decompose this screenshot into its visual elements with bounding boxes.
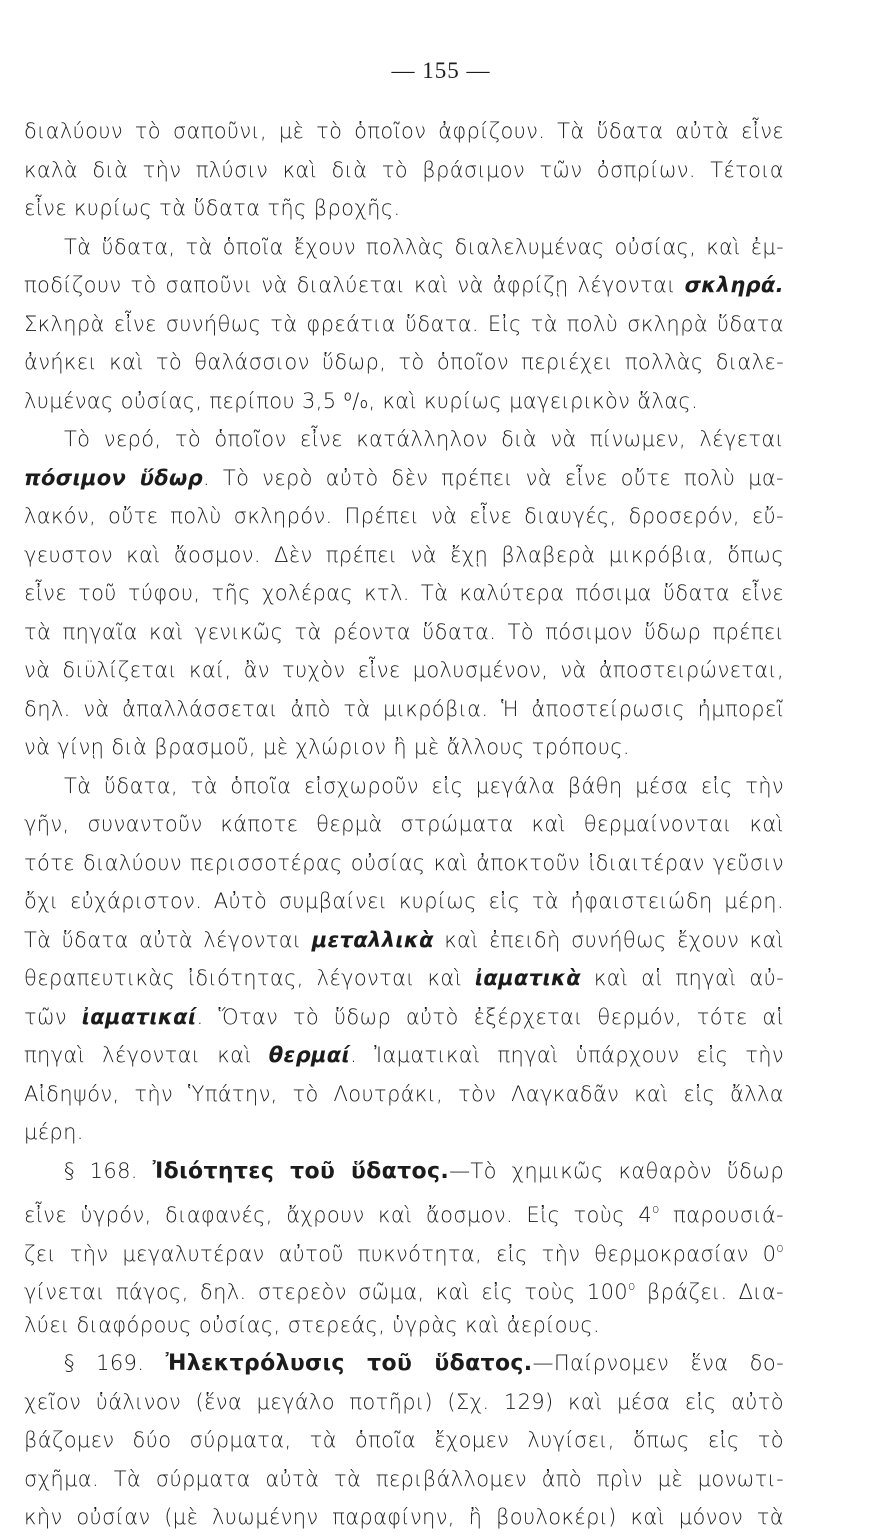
line-text: . Τὸ νερὸ αὐτὸ δὲν πρέπει νὰ εἶνε οὔτε πολὺ μα- (203, 465, 784, 490)
line-text: . Ἰαματικαὶ πηγαὶ ὑπάρχουν εἰς τὴν (350, 1043, 785, 1067)
term-emphasis: ἰαματικαί (81, 1004, 197, 1029)
line-text: ζει τὴν μεγαλυτέραν αὐτοῦ πυκνότητα, εἰς τὴν θερμοκρασίαν 0 (24, 1241, 777, 1266)
text-line (24, 228, 784, 267)
line-text: χεῖον ὑάλινον (ἕνα μεγάλο ποτῆρι) (Σχ. 129) καὶ μέσα εἰς αὐτὸ (24, 1389, 784, 1414)
text-line (24, 921, 784, 960)
line-text: λακόν, οὔτε πολὺ σκληρόν. Πρέπει νὰ εἶνε διαυγές, δροσερόν, εὔ- (24, 504, 784, 528)
text-line (24, 1075, 784, 1114)
line-text: γίνεται πάγος, δηλ. στερεὸν σῶμα, καὶ εἰς τοὺς 100 (24, 1280, 628, 1304)
text-line (24, 1421, 784, 1460)
line-text: εἶνε κυρίως τὰ ὕδατα τῆς βροχῆς. (24, 196, 401, 220)
line-text: δηλ. νὰ ἀπαλλάσσεται ἀπὸ τὰ μικρόβια. Ἡ ἀποστείρωσις ἠμπορεῖ (24, 696, 784, 721)
term-emphasis: θερμαί (268, 1043, 351, 1067)
line-text: μέρη. (24, 1120, 84, 1144)
text-line (24, 189, 784, 228)
line-text: . Ὅταν τὸ ὕδωρ αὐτὸ ἐξέρχεται θερμόν, τότε αἱ (196, 1004, 784, 1029)
text-line (24, 151, 784, 190)
text-line (24, 1190, 784, 1229)
text-line (24, 536, 784, 575)
line-text: νὰ διϋλίζεται καί, ἂν τυχὸν εἶνε μολυσμένον, νὰ ἀποστειρώνεται, (24, 658, 784, 682)
line-text: γευστον καὶ ἄοσμον. Δὲν πρέπει νὰ ἔχῃ βλαβερὰ μικρόβια, ὅπως (24, 542, 784, 567)
line-text: γῆν, συναντοῦν κάποτε θερμὰ στρώματα καὶ θερμαίνονται καὶ (24, 812, 784, 836)
line-text: καὶ ἐπειδὴ συνήθως ἔχουν καὶ (433, 927, 784, 952)
section-169-line (24, 1344, 784, 1383)
line-text: θεραπευτικὰς ἰδιότητας, λέγονται καὶ (24, 966, 475, 990)
degree-mark: ο (628, 1279, 636, 1293)
line-text: Τὰ ὕδατα, τὰ ὁποῖα εἰσχωροῦν εἰς μεγάλα βάθη μέσα εἰς τὴν (64, 773, 784, 798)
text-line (24, 1229, 784, 1268)
section-heading: Ἠλεκτρόλυσις τοῦ ὕδατος. (165, 1351, 533, 1376)
section-heading: Ἰδιότητες τοῦ ὕδατος. (152, 1158, 450, 1184)
body-text (24, 112, 784, 1537)
text-line (24, 613, 784, 652)
text-line (24, 651, 784, 690)
section-168-line (24, 1152, 784, 1191)
line-text: Τὸ νερό, τὸ ὁποῖον εἶνε κατάλληλον διὰ νὰ πίνωμεν, λέγεται (64, 427, 784, 451)
text-line (24, 266, 784, 305)
text-line (24, 767, 784, 806)
line-text: τότε διαλύουν περισσοτέρας οὐσίας καὶ ἀποκτοῦν ἰδιαιτέραν γεῦσιν (24, 850, 784, 875)
line-text: —Τὸ χημικῶς καθαρὸν ὕδωρ (449, 1158, 784, 1183)
text-line (24, 1460, 784, 1499)
text-line (24, 844, 784, 883)
text-line (24, 459, 784, 498)
line-text: Σκληρὰ εἶνε συνήθως τὰ φρεάτια ὕδατα. Εἰς τὰ πολὺ σκληρὰ ὕδατα (24, 311, 784, 336)
term-emphasis: ἰαματικὰ (474, 966, 582, 990)
line-text: ἀνήκει καὶ τὸ θαλάσσιον ὕδωρ, τὸ ὁποῖον περιέχει πολλὰς διαλε- (24, 350, 784, 374)
text-line (24, 497, 784, 536)
line-text: νὰ γίνῃ διὰ βρασμοῦ, μὲ χλώριον ἢ μὲ ἄλλους τρόπους. (24, 735, 630, 759)
line-text: καλὰ διὰ τὴν πλύσιν καὶ διὰ τὸ βράσιμον τῶν ὀσπρίων. Τέτοια (24, 157, 784, 182)
line-text: παρουσιά- (659, 1203, 784, 1227)
line-text: Τὰ ὕδατα αὐτὰ λέγονται (24, 927, 312, 952)
line-text: καὶ αἱ πηγαὶ αὐ- (581, 966, 784, 990)
line-text: τῶν (24, 1004, 82, 1029)
text-line (24, 1306, 784, 1345)
line-text: διαλύουν τὸ σαποῦνι, μὲ τὸ ὁποῖον ἀφρίζουν. Τὰ ὕδατα αὐτὰ εἶνε (24, 119, 784, 143)
section-number: § 168. (64, 1158, 153, 1183)
text-line (24, 1383, 784, 1422)
line-text: πηγαὶ λέγονται καὶ (24, 1043, 269, 1067)
text-line (24, 1267, 784, 1306)
text-line (24, 343, 784, 382)
text-line (24, 382, 784, 421)
line-text: λυμένας οὐσίας, περίπου 3,5 (24, 388, 344, 413)
text-line (24, 420, 784, 459)
text-line (24, 1113, 784, 1152)
line-text: βάζομεν δύο σύρματα, τὰ ὁποῖα ἔχομεν λυγίσει, ὅπως εἰς τὸ (24, 1428, 784, 1452)
per-mille-sign: ⁰/₀ (343, 388, 369, 413)
section-number: § 169. (64, 1351, 166, 1375)
degree-mark: ο (652, 1202, 660, 1216)
degree-mark: ο (776, 1240, 784, 1255)
term-emphasis: σκληρά. (684, 273, 784, 297)
text-line (24, 728, 784, 767)
term-emphasis: πόσιμον ὕδωρ (24, 465, 203, 490)
text-line (24, 574, 784, 613)
text-line (24, 998, 784, 1037)
text-line (24, 305, 784, 344)
line-text: λύει διαφόρους οὐσίας, στερεάς, ὑγρὰς καὶ ἀερίους. (24, 1312, 601, 1337)
text-line (24, 112, 784, 151)
line-text: εἶνε τοῦ τύφου, τῆς χολέρας κτλ. Τὰ καλύτερα πόσιμα ὕδατα εἶνε (24, 581, 784, 605)
line-text: , καὶ κυρίως μαγειρικὸν ἅλας. (368, 388, 699, 413)
line-text: Τὰ ὕδατα, τὰ ὁποῖα ἔχουν πολλὰς διαλελυμένας οὐσίας, καὶ ἐμ- (64, 234, 784, 259)
text-line (24, 1036, 784, 1075)
page-number: — 155 — (391, 58, 491, 83)
line-text: ὄχι εὐχάριστον. Αὐτὸ συμβαίνει κυρίως εἰς τὰ ἠφαιστειώδη μέρη. (24, 889, 784, 913)
line-text: Αἰδηψόν, τὴν Ὑπάτην, τὸ Λουτράκι, τὸν Λαγκαδᾶν καὶ εἰς ἄλλα (24, 1081, 784, 1106)
line-text: βράζει. Δια- (635, 1280, 784, 1304)
line-text: εἶνε ὑγρόν, διαφανές, ἄχρουν καὶ ἄοσμον. Εἰς τοὺς 4 (24, 1203, 653, 1227)
line-text: τὰ πηγαῖα καὶ γενικῶς τὰ ρέοντα ὕδατα. Τὸ πόσιμον ὕδωρ πρέπει (24, 619, 784, 644)
line-text: κὴν οὐσίαν (μὲ λυωμένην παραφίνην, ἢ βουλοκέρι) καὶ μόνον τὰ (24, 1505, 784, 1529)
term-emphasis: μεταλλικὰ (311, 927, 434, 952)
line-text: ποδίζουν τὸ σαποῦνι νὰ διαλύεται καὶ νὰ ἀφρίζῃ λέγονται (24, 273, 685, 297)
text-line (24, 959, 784, 998)
line-text: —Παίρνομεν ἕνα δο- (532, 1351, 785, 1375)
text-line (24, 690, 784, 729)
text-line (24, 1498, 784, 1537)
line-text: σχῆμα. Τὰ σύρματα αὐτὰ τὰ περιβάλλομεν ἀπὸ πρὶν μὲ μονωτι- (24, 1466, 784, 1491)
text-line (24, 805, 784, 844)
text-line (24, 882, 784, 921)
